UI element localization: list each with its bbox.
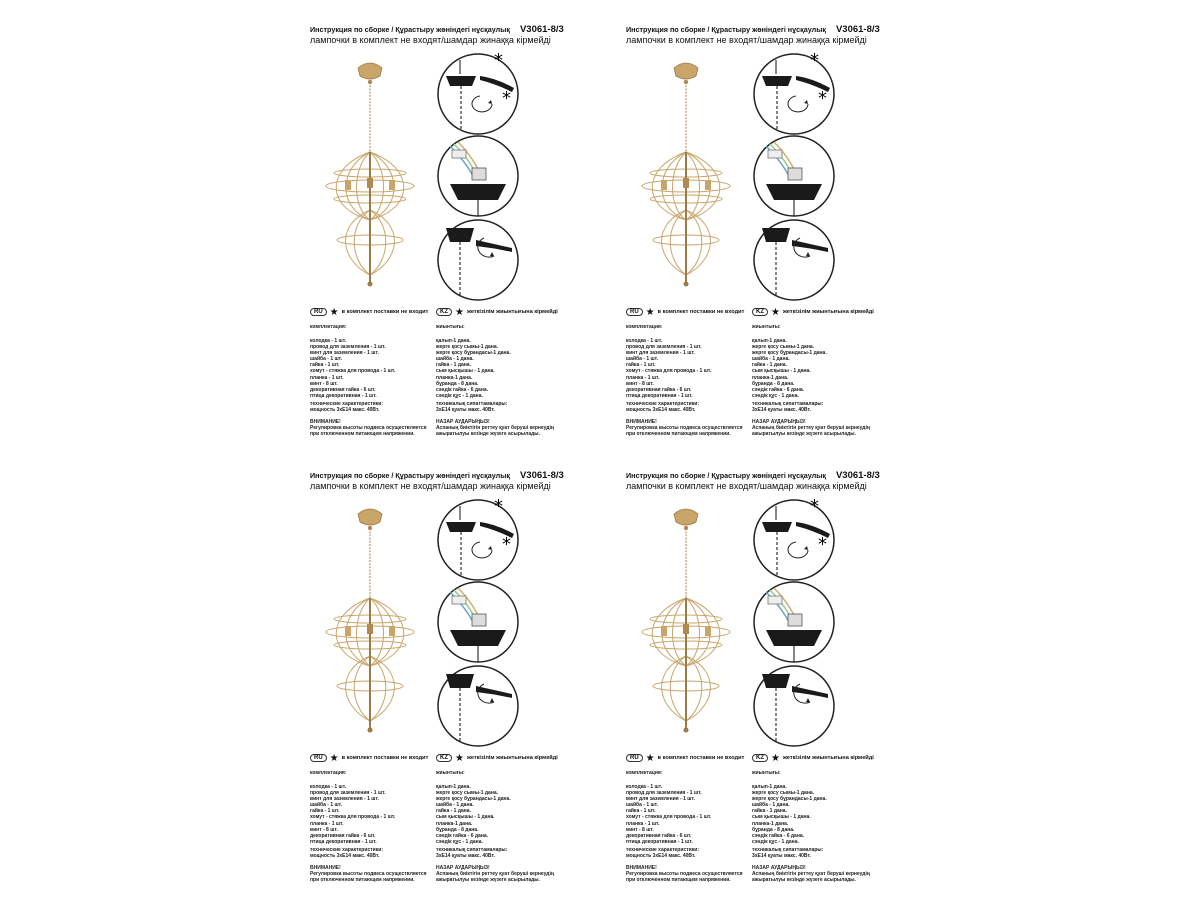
kz-warning-text-1: Аспаның биіктігін реттеу қуат беруші кернеудің <box>436 425 554 431</box>
kz-warning-label: НАЗАР АУДАРЫҢЫЗ! <box>752 419 806 425</box>
step1-canopy-mount-icon <box>752 498 836 582</box>
kit-list-item: сәндік гайка - 6 дана. <box>436 832 489 839</box>
step3-canopy-fix-icon <box>436 218 520 302</box>
kit-list-item: декоративная гайка - 6 шт. <box>310 386 376 393</box>
ru-badge: RU <box>310 754 327 762</box>
ru-language-header: RU ★ в комплект поставки не входит <box>310 753 428 764</box>
kz-kit-label: жиынтығы: <box>436 770 465 776</box>
kit-list-item: гайка - 1 шт. <box>626 808 656 815</box>
kit-list-item: қалып-1 дана. <box>436 784 471 790</box>
ru-tech-value: мощность 3хЕ14 макс. 40Вт. <box>626 853 696 859</box>
kit-list-item: планка - 1 шт. <box>626 820 660 827</box>
kz-warning-text-2: ажыратылуы кезінде жүзеге асырылады. <box>436 431 540 437</box>
kz-tech-label: техникалық сипаттамалары: <box>436 401 508 407</box>
kit-list-item: гайка - 1 дана. <box>436 362 471 369</box>
step3-canopy-fix-icon <box>752 664 836 748</box>
ru-language-header: RU ★ в комплект поставки не входит <box>310 307 428 318</box>
kit-list-item: шайба - 1 шт. <box>626 356 659 363</box>
step2-wiring-icon <box>752 134 836 218</box>
kit-list-item: колодка - 1 шт. <box>310 784 347 790</box>
star-icon: ★ <box>645 753 655 764</box>
ru-badge: RU <box>310 308 327 316</box>
pendant-lamp-image <box>310 60 430 290</box>
kit-list-item: жерге қосу сымы-1 дана. <box>436 790 499 797</box>
ru-warning-label: ВНИМАНИЕ! <box>626 419 657 425</box>
ru-warning-text-2: при отключенном питающем напряжении. <box>626 877 731 883</box>
kit-list-item: колодка - 1 шт. <box>626 784 663 790</box>
kit-list-item: гайка - 1 дана. <box>752 362 787 369</box>
kz-warning-label: НАЗАР АУДАРЫҢЫЗ! <box>752 865 806 871</box>
kz-kit-list <box>752 784 902 845</box>
star-icon: ★ <box>455 753 464 764</box>
ru-warning-text-1: Регулировка высоты подвеса осуществляется <box>310 871 427 877</box>
step1-canopy-mount-icon <box>436 498 520 582</box>
kit-list-item: планка-1 дана. <box>752 820 789 827</box>
kit-list-item: планка-1 дана. <box>436 374 473 381</box>
kz-tech-label: техникалық сипаттамалары: <box>752 401 824 407</box>
kit-list-item: шайба - 1 дана. <box>752 802 790 809</box>
kit-list-item: шайба - 1 дана. <box>752 356 790 363</box>
kit-list-item: гайка - 1 шт. <box>310 808 340 815</box>
svg-text:*: * <box>818 534 827 555</box>
instruction-panel <box>626 20 916 460</box>
ru-warning-text-2: при отключенном питающем напряжении. <box>310 877 415 883</box>
ru-kit-list <box>626 784 748 845</box>
kz-warning-label: НАЗАР АУДАРЫҢЫЗ! <box>436 419 490 425</box>
step2-wiring-icon <box>436 134 520 218</box>
ru-tech-value: мощность 3хЕ14 макс. 40Вт. <box>626 407 696 413</box>
kz-badge: KZ <box>752 308 768 316</box>
kit-list-item: сәндік құс - 1 дана. <box>752 392 799 399</box>
kz-tech-value: 3хЕ14 қуаты макс. 40Вт. <box>752 853 811 859</box>
kit-list-item: бұранда - 8 дана. <box>436 826 479 833</box>
model-number: V3061-8/3 <box>835 24 880 35</box>
kit-list-item: декоративная гайка - 6 шт. <box>626 386 692 393</box>
ru-warning-text-2: при отключенном питающем напряжении. <box>310 431 415 437</box>
kit-list-item: шайба - 1 шт. <box>310 802 343 809</box>
step2-wiring-icon <box>436 580 520 664</box>
instruction-title: Инструкция по сборке / Құрастыру жөніндегі нұсқаулық V3061-8/3 <box>626 24 880 35</box>
kit-list-item: планка - 1 шт. <box>310 820 344 827</box>
instruction-title: Инструкция по сборке / Құрастыру жөніндегі нұсқаулық V3061-8/3 <box>310 24 564 35</box>
ru-warning-label: ВНИМАНИЕ! <box>310 865 341 871</box>
ru-warning-text-1: Регулировка высоты подвеса осуществляется <box>626 871 743 877</box>
star-icon: ★ <box>329 753 339 764</box>
kit-list-item: жерге қосу бұрандасы-1 дана. <box>752 796 827 803</box>
kit-list-item: винт для заземления - 1 шт. <box>310 796 379 803</box>
kit-list-item: сәндік гайка - 6 дана. <box>752 832 805 839</box>
kit-list-item: хомут - стяжка для провода - 1 шт. <box>626 368 712 375</box>
kz-warning-text-1: Аспаның биіктігін реттеу қуат беруші кернеудің <box>752 871 870 877</box>
kz-kit-label: жиынтығы: <box>752 770 781 776</box>
pendant-lamp-image <box>626 506 746 736</box>
kit-list-item: гайка - 1 шт. <box>626 362 656 369</box>
kit-list-item: жерге қосу сымы-1 дана. <box>752 790 815 797</box>
svg-text:*: * <box>494 52 503 71</box>
ru-warning-text-2: при отключенном питающем напряжении. <box>626 431 731 437</box>
ru-kit-list <box>626 338 748 399</box>
ru-language-header: RU ★ в комплект поставки не входит <box>626 753 744 764</box>
pendant-lamp-image <box>626 60 746 290</box>
model-number: V3061-8/3 <box>835 470 880 481</box>
kit-list-item: винт для заземления - 1 шт. <box>626 350 695 357</box>
kit-list-item: сәндік гайка - 6 дана. <box>436 386 489 393</box>
star-icon: ★ <box>329 307 339 318</box>
kit-list-item: винт - 8 шт. <box>626 826 654 833</box>
model-number: V3061-8/3 <box>519 24 564 35</box>
model-number: V3061-8/3 <box>519 470 564 481</box>
ru-tech-value: мощность 3хЕ14 макс. 40Вт. <box>310 407 380 413</box>
kz-kit-list <box>436 784 586 845</box>
instruction-panel <box>310 466 600 906</box>
kz-warning-text-2: ажыратылуы кезінде жүзеге асырылады. <box>436 877 540 883</box>
kit-list-item: жерге қосу бұрандасы-1 дана. <box>436 796 511 803</box>
ru-kit-list <box>310 338 432 399</box>
ru-tech-label: технические характеристики: <box>310 847 383 853</box>
kit-list-item: жерге қосу бұрандасы-1 дана. <box>436 350 511 357</box>
kit-list-item: сым қысқышы - 1 дана. <box>436 368 495 375</box>
kit-list-item: колодка - 1 шт. <box>310 338 347 344</box>
kit-list-item: шайба - 1 шт. <box>626 802 659 809</box>
step3-canopy-fix-icon <box>436 664 520 748</box>
kit-list-item: винт - 8 шт. <box>310 380 338 387</box>
kit-list-item: декоративная гайка - 6 шт. <box>310 832 376 839</box>
kit-list-item: планка-1 дана. <box>752 374 789 381</box>
kit-list-item: бұранда - 8 дана. <box>752 826 795 833</box>
kit-list-item: сым қысқышы - 1 дана. <box>752 814 811 821</box>
kit-list-item: планка-1 дана. <box>436 820 473 827</box>
svg-text:*: * <box>810 498 819 517</box>
kz-tech-value: 3хЕ14 қуаты макс. 40Вт. <box>752 407 811 413</box>
ru-badge: RU <box>626 308 643 316</box>
kz-warning-text-1: Аспаның биіктігін реттеу қуат беруші кернеудің <box>436 871 554 877</box>
bulbs-note: лампочки в комплект не входят/шамдар жинаққа кірмейді <box>310 481 551 491</box>
kz-kit-list <box>436 338 586 399</box>
kz-badge: KZ <box>436 754 452 762</box>
svg-text:*: * <box>494 498 503 517</box>
kz-language-header: KZ ★ жеткізілім жиынтығына кірмейді <box>436 307 558 318</box>
step3-canopy-fix-icon <box>752 218 836 302</box>
star-icon: ★ <box>771 307 780 318</box>
instruction-title: Инструкция по сборке / Құрастыру жөніндегі нұсқаулық V3061-8/3 <box>310 470 564 481</box>
kit-list-item: птица декоративная - 1 шт. <box>626 392 693 399</box>
kit-list-item: қалып-1 дана. <box>752 784 787 790</box>
kz-language-header: KZ ★ жеткізілім жиынтығына кірмейді <box>436 753 558 764</box>
kit-list-item: провод для заземления - 1 шт. <box>626 344 702 351</box>
kit-list-item: декоративная гайка - 6 шт. <box>626 832 692 839</box>
ru-kit-list <box>310 784 432 845</box>
ru-kit-label: комплектация: <box>626 324 663 330</box>
kit-list-item: планка - 1 шт. <box>626 374 660 381</box>
kz-kit-label: жиынтығы: <box>436 324 465 330</box>
kit-list-item: шайба - 1 дана. <box>436 802 474 809</box>
ru-badge: RU <box>626 754 643 762</box>
bulbs-note: лампочки в комплект не входят/шамдар жинаққа кірмейді <box>626 481 867 491</box>
kit-list-item: провод для заземления - 1 шт. <box>310 344 386 351</box>
kit-list-item: сәндік құс - 1 дана. <box>752 838 799 845</box>
ru-tech-label: технические характеристики: <box>310 401 383 407</box>
svg-text:*: * <box>810 52 819 71</box>
ru-kit-label: комплектация: <box>626 770 663 776</box>
kit-list-item: провод для заземления - 1 шт. <box>626 790 702 797</box>
kit-list-item: планка - 1 шт. <box>310 374 344 381</box>
ru-tech-label: технические характеристики: <box>626 847 699 853</box>
kit-list-item: птица декоративная - 1 шт. <box>310 392 377 399</box>
ru-tech-value: мощность 3хЕ14 макс. 40Вт. <box>310 853 380 859</box>
kit-list-item: хомут - стяжка для провода - 1 шт. <box>310 814 396 821</box>
svg-text:*: * <box>502 88 511 109</box>
kit-list-item: бұранда - 8 дана. <box>436 380 479 387</box>
kit-list-item: сәндік гайка - 6 дана. <box>752 386 805 393</box>
instruction-panel <box>626 466 916 906</box>
kz-language-header: KZ ★ жеткізілім жиынтығына кірмейді <box>752 753 874 764</box>
ru-language-header: RU ★ в комплект поставки не входит <box>626 307 744 318</box>
kz-warning-text-2: ажыратылуы кезінде жүзеге асырылады. <box>752 877 856 883</box>
kit-list-item: жерге қосу бұрандасы-1 дана. <box>752 350 827 357</box>
kz-badge: KZ <box>436 308 452 316</box>
instruction-title: Инструкция по сборке / Құрастыру жөніндегі нұсқаулық V3061-8/3 <box>626 470 880 481</box>
kit-list-item: шайба - 1 шт. <box>310 356 343 363</box>
ru-tech-label: технические характеристики: <box>626 401 699 407</box>
ru-kit-label: комплектация: <box>310 770 347 776</box>
kit-list-item: гайка - 1 дана. <box>752 808 787 815</box>
ru-warning-text-1: Регулировка высоты подвеса осуществляется <box>626 425 743 431</box>
ru-warning-label: ВНИМАНИЕ! <box>310 419 341 425</box>
kz-badge: KZ <box>752 754 768 762</box>
kz-tech-label: техникалық сипаттамалары: <box>436 847 508 853</box>
kit-list-item: сәндік құс - 1 дана. <box>436 392 483 399</box>
kit-list-item: колодка - 1 шт. <box>626 338 663 344</box>
kit-list-item: сым қысқышы - 1 дана. <box>436 814 495 821</box>
kz-warning-text-2: ажыратылуы кезінде жүзеге асырылады. <box>752 431 856 437</box>
kit-list-item: сәндік құс - 1 дана. <box>436 838 483 845</box>
kit-list-item: хомут - стяжка для провода - 1 шт. <box>626 814 712 821</box>
kit-list-item: провод для заземления - 1 шт. <box>310 790 386 797</box>
kz-tech-value: 3хЕ14 қуаты макс. 40Вт. <box>436 853 495 859</box>
kit-list-item: винт - 8 шт. <box>626 380 654 387</box>
bulbs-note: лампочки в комплект не входят/шамдар жинаққа кірмейді <box>626 35 867 45</box>
kz-warning-text-1: Аспаның биіктігін реттеу қуат беруші кернеудің <box>752 425 870 431</box>
kz-kit-list <box>752 338 902 399</box>
svg-text:*: * <box>818 88 827 109</box>
star-icon: ★ <box>771 753 780 764</box>
instruction-panel <box>310 20 600 460</box>
ru-warning-label: ВНИМАНИЕ! <box>626 865 657 871</box>
step1-canopy-mount-icon <box>436 52 520 136</box>
kz-language-header: KZ ★ жеткізілім жиынтығына кірмейді <box>752 307 874 318</box>
ru-warning-text-1: Регулировка высоты подвеса осуществляется <box>310 425 427 431</box>
bulbs-note: лампочки в комплект не входят/шамдар жинаққа кірмейді <box>310 35 551 45</box>
kit-list-item: гайка - 1 шт. <box>310 362 340 369</box>
kz-kit-label: жиынтығы: <box>752 324 781 330</box>
kz-warning-label: НАЗАР АУДАРЫҢЫЗ! <box>436 865 490 871</box>
kz-tech-label: техникалық сипаттамалары: <box>752 847 824 853</box>
pendant-lamp-image <box>310 506 430 736</box>
kit-list-item: птица декоративная - 1 шт. <box>626 838 693 845</box>
star-icon: ★ <box>645 307 655 318</box>
kit-list-item: жерге қосу сымы-1 дана. <box>752 344 815 351</box>
kz-tech-value: 3хЕ14 қуаты макс. 40Вт. <box>436 407 495 413</box>
kit-list-item: сым қысқышы - 1 дана. <box>752 368 811 375</box>
kit-list-item: гайка - 1 дана. <box>436 808 471 815</box>
kit-list-item: винт - 8 шт. <box>310 826 338 833</box>
kit-list-item: қалып-1 дана. <box>752 338 787 344</box>
kit-list-item: винт для заземления - 1 шт. <box>310 350 379 357</box>
kit-list-item: жерге қосу сымы-1 дана. <box>436 344 499 351</box>
kit-list-item: қалып-1 дана. <box>436 338 471 344</box>
ru-kit-label: комплектация: <box>310 324 347 330</box>
kit-list-item: хомут - стяжка для провода - 1 шт. <box>310 368 396 375</box>
svg-text:*: * <box>502 534 511 555</box>
star-icon: ★ <box>455 307 464 318</box>
kit-list-item: винт для заземления - 1 шт. <box>626 796 695 803</box>
kit-list-item: бұранда - 8 дана. <box>752 380 795 387</box>
kit-list-item: птица декоративная - 1 шт. <box>310 838 377 845</box>
kit-list-item: шайба - 1 дана. <box>436 356 474 363</box>
step1-canopy-mount-icon <box>752 52 836 136</box>
step2-wiring-icon <box>752 580 836 664</box>
